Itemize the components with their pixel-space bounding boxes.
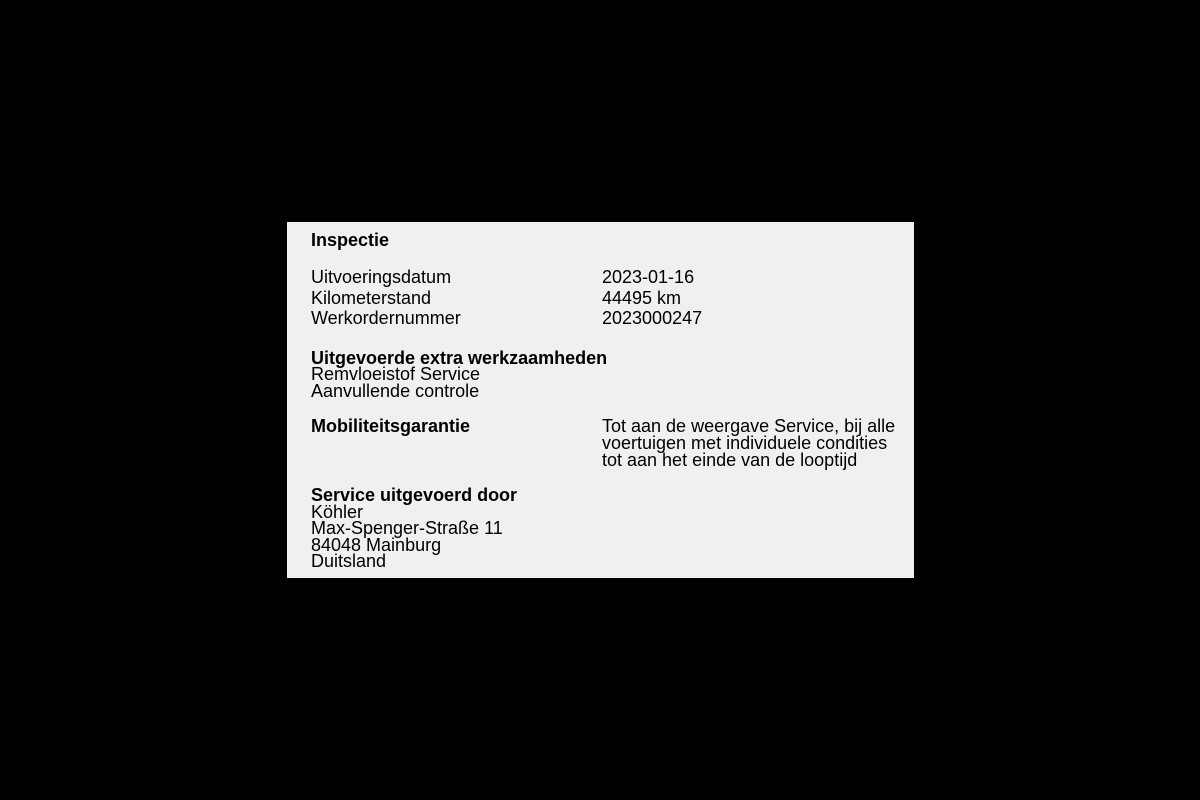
inspection-details	[311, 267, 914, 329]
work-order-label: Werkordernummer	[311, 308, 461, 329]
mileage-value: 44495 km	[602, 287, 682, 308]
dealer-city: 84048 Mainburg	[311, 534, 442, 555]
detail-row-mileage	[311, 288, 914, 309]
execution-date-label: Uitvoeringsdatum	[311, 267, 452, 288]
work-order-value: 2023000247	[602, 308, 703, 329]
service-provider-section	[311, 487, 914, 570]
dealer-country: Duitsland	[311, 551, 387, 571]
mobility-guarantee-section	[311, 418, 914, 469]
detail-row-execution-date	[311, 267, 914, 288]
inspection-title: Inspectie	[311, 230, 390, 250]
service-provider-title: Service uitgevoerd door	[311, 485, 518, 505]
extra-work-section	[311, 347, 914, 401]
dealer-street: Max-Spenger-Straße 11	[311, 518, 503, 538]
execution-date-value: 2023-01-16	[602, 267, 695, 288]
inspection-card	[287, 222, 914, 578]
mobility-guarantee-value: Tot aan de weergave Service, bij alle voertuigen met individuele condities tot aan het einde van de looptijd	[602, 416, 896, 470]
mileage-label: Kilometerstand	[311, 287, 432, 308]
extra-work-item: Remvloeistof Service	[311, 364, 481, 384]
extra-work-item: Aanvullende controle	[311, 380, 480, 401]
dealer-name: Köhler	[311, 501, 364, 522]
detail-row-work-order	[311, 308, 914, 329]
extra-work-title: Uitgevoerde extra werkzaamheden	[311, 347, 608, 368]
mobility-guarantee-label: Mobiliteitsgarantie	[311, 416, 471, 436]
